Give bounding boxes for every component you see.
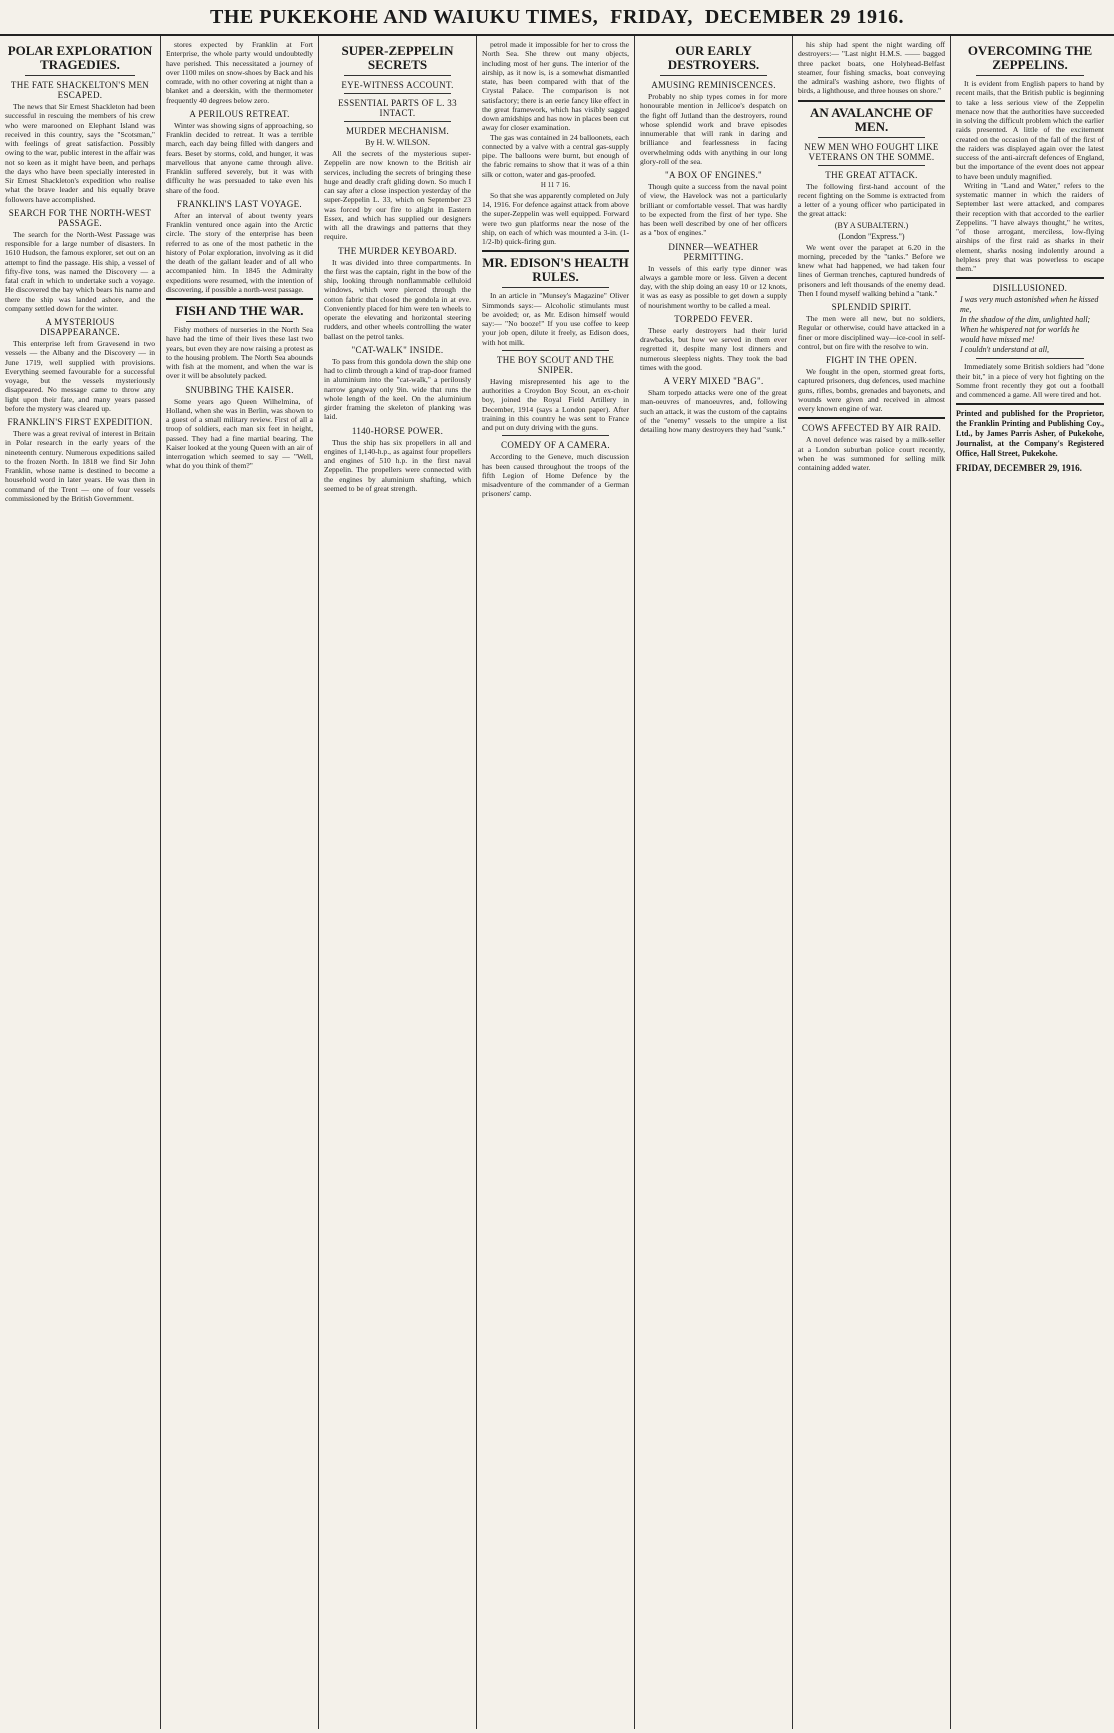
fight-in-open-subhead: FIGHT IN THE OPEN. — [825, 355, 918, 365]
overcoming-zeppelins-headline: OVERCOMING THE ZEPPELINS. — [967, 43, 1093, 72]
byline: (BY A SUBALTERN.) — [834, 220, 909, 230]
column-2 — [161, 36, 319, 1729]
byline: By H. W. WILSON. — [365, 138, 430, 147]
amusing-reminiscences-subhead: AMUSING REMINISCENCES. — [651, 80, 776, 90]
dinner-weather-subhead: DINNER—WEATHER PERMITTING. — [668, 241, 759, 262]
cat-walk-subhead: "CAT-WALK" INSIDE. — [351, 344, 444, 355]
essential-parts-subhead: ESSENTIAL PARTS OF L. 33 INTACT. — [338, 98, 457, 118]
horse-power-subhead: 1140-HORSE POWER. — [351, 425, 444, 436]
article-paragraph: A novel defence was raised by a milk-seller at a London suburban police court recently, when he was summoned for selling milk containing added water. — [798, 435, 945, 472]
article-paragraph: We fought in the open, stormed great forts, captured prisoners, dug defences, used machine guns, rifles, bombs, grenades and bayonets, and wounds were given and received in almost every known engine of war. — [798, 367, 945, 413]
byline-source: (London "Express.") — [838, 231, 905, 241]
article-paragraph: In vessels of this early type dinner was always a gamble more or less. Given a decent day, with the ship doing an easy 10 or 12 knots, it was as easy as possible to get down a supply of nourishment worthy to be called a meal. — [640, 263, 787, 310]
printer-imprint: Printed and published for the Proprietor, the Franklin Printing and Publishing Coy., Ltd., by James Parris Asher, of Pukekohe, Journalist, at the Company's Registered Office, Hall Street, Pukekohe. — [956, 409, 1104, 459]
newspaper-columns — [0, 36, 1114, 1729]
article-paragraph: So that she was apparently completed on July 14, 1916. For defence against attack from above the super-Zeppelin was well equipped. Forward were two gun platforms near the nose of the ship, on each of which was mounted a 3-in. (1-1/2-lb) quick-firing gun. — [482, 190, 629, 246]
article-paragraph: stores expected by Franklin at Fort Enterprise, the whole party would undoubtedly have perished. This necessitated a journey of over 1100 miles on snow-shoes by Back and his comrade, with no other covering at night than a blanket and a deerskin, with the thermometer frequently 40 degrees below zero. — [166, 40, 313, 105]
article-paragraph: To pass from this gondola down the ship one had to climb through a kind of trap-door framed in aluminium into the "cat-walk," a perilously narrow gangway only 9in. wide that runs the whole length of the keel. On the aluminium girder framing the skeleton of planking was laid. — [324, 356, 471, 422]
article-paragraph: Fishy mothers of nurseries in the North Sea have had the time of their lives these last two years, but even they are now raising a protest as to the housing problem. The North Sea abounds with fish at the moment, and when the war is over it will be absolutely packed. — [166, 325, 313, 381]
comedy-camera-subhead: COMEDY OF A CAMERA. — [501, 440, 610, 451]
box-of-engines-subhead: "A BOX OF ENGINES." — [664, 170, 763, 180]
avalanche-of-men-headline: AN AVALANCHE OF MEN. — [809, 104, 934, 134]
eye-witness-subhead: EYE-WITNESS ACCOUNT. — [341, 80, 454, 90]
column-5 — [635, 36, 793, 1729]
mixed-bag-subhead: A VERY MIXED "BAG". — [663, 376, 764, 386]
fish-and-war-headline: FISH AND THE WAR. — [175, 303, 304, 318]
column-7 — [951, 36, 1109, 1729]
article-paragraph: Some years ago Queen Wilhelmina, of Holland, when she was in Berlin, was shown to a guest of a small military review. First of all a troop of soldiers, each man six feet in height, passed. They had a fine martial bearing. The Kaiser looked at the young Queen with an air of interrogation which seemed to say — "Well, what do you think of them?" — [166, 396, 313, 471]
article-paragraph: Having misrepresented his age to the authorities a Croydon Boy Scout, an ex-choir boy, joined the Royal Field Artillery in December, 1914 (says a London paper). After training in this country he was sent to France and put on duty driving with the guns. — [482, 376, 629, 432]
great-attack-subhead: THE GREAT ATTACK. — [825, 169, 918, 180]
article-paragraph: After an interval of about twenty years Franklin ventured once again into the Arctic circle. The story of the enterprise has been referred to as one of the most pathetic in the history of Polar exploration, involving as it did the death of the gallant leader and of all who accompanied him. In 1845 the Admiralty expeditions were resumed, with the intention of discovering, if possible a north-west passage. — [166, 210, 313, 294]
dateline: H 11 7 16. — [540, 180, 571, 189]
article-paragraph: Though quite a success from the naval point of view, the Havelock was not a particularly brilliant or comfortable vessel. That was hardly to be expected from the first of her type. She has been well described by one of her officers as a "box of engines." — [640, 182, 787, 238]
franklin-last-voyage-subhead: FRANKLIN'S LAST VOYAGE. — [177, 198, 302, 209]
article-paragraph: The search for the North-West Passage was responsible for a large number of disasters. In 1610 Hudson, the famous explorer, set out on an attempt to find the passage. His ship, a vessel of fifty-five tons, was named the Discovery — a fatal craft in which to undertake such a voyage. He discovered the bay which bears his name and there the ship was landed ashore, and the company settled down for the winter. — [5, 229, 155, 313]
murder-keyboard-subhead: THE MURDER KEYBOARD. — [338, 245, 457, 256]
article-paragraph: The following first-hand account of the recent fighting on the Somme is extracted from a letter of a young officer who participated in the great attack: — [798, 181, 945, 219]
column-6 — [793, 36, 951, 1729]
article-paragraph: All the secrets of the mysterious super-Zeppelin are now known to the British air services, including the secrets of bringing these huge and deadly craft gliding down. So much I can say after a close inspection yesterday of the super-Zeppelin L. 33, which on September 23 was forced by our fire to alight in Eastern Essex, and which has supplied our designers with all the drawings and patterns that they require. — [324, 149, 471, 242]
perilous-retreat-subhead: A PERILOUS RETREAT. — [189, 108, 290, 119]
franklin-first-expedition-subhead: FRANKLIN'S FIRST EXPEDITION. — [7, 417, 153, 427]
article-paragraph: his ship had spent the night warding off destroyers:— "Last night H.M.S. —— bagged three packet boats, one Holyhead-Belfast steamer, four fishing smacks, boat conveying the admiral's washing ashore, two flights of birds, a lighthouse, and three houses on shore." — [798, 40, 945, 96]
murder-mechanism-subhead: MURDER MECHANISM. — [345, 126, 450, 136]
article-paragraph: The men were all new, but no soldiers, Regular or otherwise, could have attacked in a finer or more disciplined way—ice-cool in self-control, but on fire with the resolve to win. — [798, 314, 945, 351]
article-paragraph: Immediately some British soldiers had "done their bit," in a piece of very hot fighting on the Somme front recently they got out a football and commenced a game. All were tired and hot. — [956, 362, 1104, 399]
article-paragraph: According to the Geneve, much discussion has been caused throughout the troops of the fifth Legion of Home Defence by the misadventure of the commander of a German prisoners' camp. — [482, 452, 629, 499]
article-paragraph: petrol made it impossible for her to cross the North Sea. She threw out many objects, including most of her guns. The interior of the airship, as it now is, is a somewhat dismantled state, has been compared with that of the Crystal Palace. The comparison is not satisfactory; there is an eerie fancy like effect in the great framework, which has visibly sagged down amidships and has now in places been cut away for closer examination. — [482, 40, 629, 133]
article-paragraph: It was divided into three compartments. In the first was the captain, right in the bow of the ship, looking through nonflammable celluloid windows, which were pierced through the cotton fabric that closed the gondola in at eve. Conveniently placed for him were ten wheels to operate the elevating and horizontal steering rudders, and other wheels controlling the water ballast on the petrol tanks. — [324, 257, 471, 341]
column-4 — [477, 36, 635, 1729]
shackleton-subhead: THE FATE SHACKELTON'S MEN ESCAPED. — [10, 80, 150, 100]
mysterious-disappearance-subhead: A MYSTERIOUS DISAPPEARANCE. — [40, 317, 120, 337]
masthead-day: FRIDAY, — [610, 5, 693, 28]
disillusioned-subhead: DISILLUSIONED. — [992, 283, 1068, 294]
article-paragraph: It is evident from English papers to hand by recent mails, that the British public is beginning to take a less serious view of the Zeppelin menace now that the authorities have succeeded in solving the difficult problem which the earlier raids presented. A little of the excitement created on the occasion of the fall of the first of the raiders was displayed again over the latest success of the anti-aircraft defences of England, but the importance of the event does not appear to have been unduly magnified. — [956, 79, 1104, 181]
column-3 — [319, 36, 477, 1729]
article-paragraph: These early destroyers had their lurid drawbacks, but how we served in them ever regretted it, despite many lost dinners and numerous sleepless nights. They took the bad times with the good. — [640, 325, 787, 372]
article-paragraph: Writing in "Land and Water," refers to the systematic manner in which the raiders of September last were attacked, and compares their reception with that accorded to the earlier Zeppelins. "I have always thought," he writes, "of those arrogant, merciless, low-flying airships of the first raid as sharks in their element, sharks nosing indolently around a helpless prey that was powerless to escape them." — [956, 180, 1104, 273]
edison-health-rules-headline: MR. EDISON'S HEALTH RULES. — [482, 255, 629, 285]
footer-date: FRIDAY, DECEMBER 29, 1916. — [956, 463, 1082, 474]
boy-scout-sniper-subhead: THE BOY SCOUT AND THE SNIPER. — [496, 354, 615, 375]
article-paragraph: In an article in "Munsey's Magazine" Oliver Simmonds says:— Alcoholic stimulants must be avoided; or, as Mr. Edison himself would say:— "No booze!" If you use coffee to keep your job open, dilute it freely, as Edison does, with hot milk. — [482, 291, 629, 347]
poem: I was very much astonished when he kissed me, In the shadow of the dim, unlighted hall; When he whispered not for worlds he would have missed me! I couldn't understand at all, — [960, 295, 1099, 355]
splendid-spirit-subhead: SPLENDID SPIRIT. — [831, 302, 912, 312]
article-paragraph: We went over the parapet at 6.20 in the morning, preceded by the "tanks." Before we knew what had happened, we had taken four lines of German trenches, captured hundreds of prisoners and left thousands of the enemy dead. Then I found myself walking behind a "tank." — [798, 242, 945, 298]
article-paragraph: Sham torpedo attacks were one of the great man-oeuvres of manoeuvres, and, following such an attack, it was the custom of the captains of the "enemy" vessels to the umpire a list detailing how many destroyers they had "sunk." — [640, 388, 787, 434]
cows-air-raid-subhead: COWS AFFECTED BY AIR RAID. — [801, 423, 942, 434]
article-paragraph: Thus the ship has six propellers in all and engines of 1,140-h.p., as against four propellers and engines of 510 h.p. in the first naval Zeppelin. The propellers were connected with the engines by aluminium shafting, which seemed to be of great strength. — [324, 437, 471, 493]
snubbing-kaiser-subhead: SNUBBING THE KAISER. — [185, 384, 294, 395]
article-paragraph: The news that Sir Ernest Shackleton had been successful in rescuing the members of his crew who were marooned on Elephant Island was received in this country, says the "Scotsman," with feelings of great satisfaction. Possibly owing to the war, public interest in the affair was not so keen as it might have been, and perhaps the days who have been specially interested in Sir Ernest Shackleton's expedition who realise what the brave leader and his equally brave followers have accomplished. — [5, 102, 155, 204]
torpedo-fever-subhead: TORPEDO FEVER. — [674, 313, 753, 324]
article-paragraph: Winter was showing signs of approaching, so Franklin decided to retreat. It was a terrible march, each day being filled with dangers and fears. Beset by storms, cold, and hunger, it was marvellous that anyone came through alive. Franklin suffered severely, but it was with difficulty he was persuaded to take even his share of the food. — [166, 120, 313, 195]
article-paragraph: The gas was contained in 24 balloonets, each connected by a valve with a central gas-supply pipe. The balloons were burnt, but enough of the fabric remains to show that it was of a thin silk or cotton, water and gas-proofed. — [482, 132, 629, 179]
article-paragraph: Probably no ship types comes in for more honourable mention in Jellicoe's despatch on the fight off Jutland than the destroyers, round whose splendid work and brave episodes innumerable that will rank in daring and brilliance and fearlessness in facing overwhelming odds with anything in our long glory-roll of the sea. — [640, 92, 787, 166]
new-men-subhead: NEW MEN WHO FOUGHT LIKE VETERANS ON THE SOMME. — [804, 141, 939, 162]
masthead-paper-name: THE PUKEKOHE AND WAIUKU TIMES, — [210, 5, 599, 28]
masthead-date: DECEMBER 29 1916. — [704, 5, 904, 28]
super-zeppelin-headline: SUPER-ZEPPELIN SECRETS — [341, 43, 454, 72]
early-destroyers-headline: OUR EARLY DESTROYERS. — [667, 43, 760, 72]
masthead — [0, 0, 1114, 36]
article-paragraph: There was a great revival of interest in Britain in Polar research in the early years of the nineteenth century. Numerous expeditions sailed to the frozen North. In 1818 we find Sir John Franklin, whose name is destined to become a household word in later years. He was then in command of the Trent — one of four vessels commissioned by the British Government. — [5, 429, 155, 503]
polar-exploration-headline: POLAR EXPLORATION TRAGEDIES. — [7, 43, 153, 72]
column-1 — [0, 36, 161, 1729]
article-paragraph: This enterprise left from Gravesend in two vessels — the Albany and the Discovery — in June 1719, well supplied with provisions. Everything seemed favourable for a successful voyage, but the vessels mysteriously disappeared. No message came to throw any light upon their fate, and many years passed before the mystery was cleared up. — [5, 339, 155, 413]
north-west-passage-subhead: SEARCH FOR THE NORTH-WEST PASSAGE. — [8, 207, 152, 228]
